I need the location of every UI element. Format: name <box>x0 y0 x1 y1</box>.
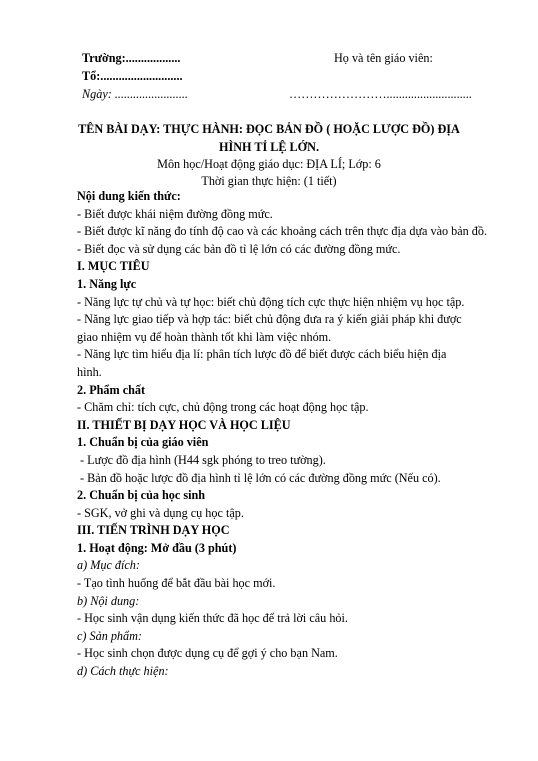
subsection-heading-student-prep: 2. Chuẩn bị của học sinh <box>77 488 206 503</box>
competence-item-cont: hình. <box>77 364 102 379</box>
lesson-title-line2: HÌNH TỈ LỆ LỚN. <box>218 140 319 154</box>
activity-product-text: - Học sinh chọn được dụng cụ để gợi ý cho bạn Nam. <box>77 646 338 661</box>
duration-line: Thời gian thực hiện: (1 tiết) <box>201 174 337 188</box>
teacher-label: Họ và tên giáo viên: <box>334 51 433 65</box>
knowledge-item: - Biết được khái niệm đường đồng mức. <box>77 206 273 221</box>
activity-purpose-text: - Tạo tình huống để bắt đầu bài học mới. <box>77 576 276 591</box>
activity-content-text: - Học sinh vận dụng kiến thức đã học để trả lời câu hỏi. <box>77 611 348 626</box>
activity-heading: 1. Hoạt động: Mở đầu (3 phút) <box>77 540 237 555</box>
competence-item: - Năng lực tự chủ và tự học: biết chủ động tích cực thực hiện nhiệm vụ học tập. <box>77 294 465 309</box>
lesson-title-line1: TÊN BÀI DẠY: THỰC HÀNH: ĐỌC BẢN ĐỒ ( HOẶC LƯỢC ĐỒ) ĐỊA <box>78 122 460 136</box>
subsection-heading-qualities: 2. Phẩm chất <box>77 382 146 397</box>
lesson-body <box>77 188 499 681</box>
section-heading-objectives: I. MỤC TIÊU <box>77 259 150 274</box>
school-field: Trường:.................. <box>82 51 181 65</box>
subject-line: Môn học/Hoạt động giáo dục: ĐỊA LÍ; Lớp: 6 <box>157 157 381 171</box>
activity-content-label: b) Nội dung: <box>77 593 140 608</box>
subsection-heading-competence: 1. Năng lực <box>77 276 137 291</box>
knowledge-heading: Nội dung kiến thức: <box>77 189 181 203</box>
activity-product-label: c) Sản phẩm: <box>77 628 142 643</box>
activity-purpose-label: a) Mục đích: <box>77 558 140 573</box>
activity-method-label: d) Cách thực hiện: <box>77 664 169 679</box>
student-prep-item: - SGK, vở ghi và dụng cụ học tập. <box>77 505 244 520</box>
competence-item-cont: giao nhiệm vụ để hoàn thành tốt khi làm việc nhóm. <box>77 329 332 344</box>
teacher-prep-item: - Lược đồ địa hình (H44 sgk phóng to treo tường). <box>77 452 326 467</box>
competence-item: - Năng lực giao tiếp và hợp tác: biết chủ động đưa ra ý kiến giải pháp khi được <box>77 312 462 327</box>
knowledge-item: - Biết được kĩ năng đo tính độ cao và các khoảng cách trên thực địa dựa vào bản đồ. <box>77 224 488 239</box>
teacher-name-line: ……………………............................ <box>289 87 472 101</box>
group-field: Tổ:........................... <box>82 69 183 83</box>
teacher-prep-item: - Bản đồ hoặc lược đồ địa hình tỉ lệ lớn có các đường đồng mức (Nếu có). <box>77 470 441 485</box>
subsection-heading-teacher-prep: 1. Chuẩn bị của giáo viên <box>77 435 209 450</box>
date-field: Ngày: ........................ <box>82 87 188 101</box>
section-heading-procedure: III. TIẾN TRÌNH DẠY HỌC <box>77 523 230 538</box>
quality-item: - Chăm chỉ: tích cực, chủ động trong các hoạt động học tập. <box>77 400 369 415</box>
competence-item: - Năng lực tìm hiểu địa lí: phân tích lược đồ để biết được cách biểu hiện địa <box>77 347 447 362</box>
section-heading-equipment: II. THIẾT BỊ DẠY HỌC VÀ HỌC LIỆU <box>77 417 291 432</box>
knowledge-item: - Biết đọc và sử dụng các bản đồ tỉ lệ lớn có các đường đồng mức. <box>77 241 401 256</box>
